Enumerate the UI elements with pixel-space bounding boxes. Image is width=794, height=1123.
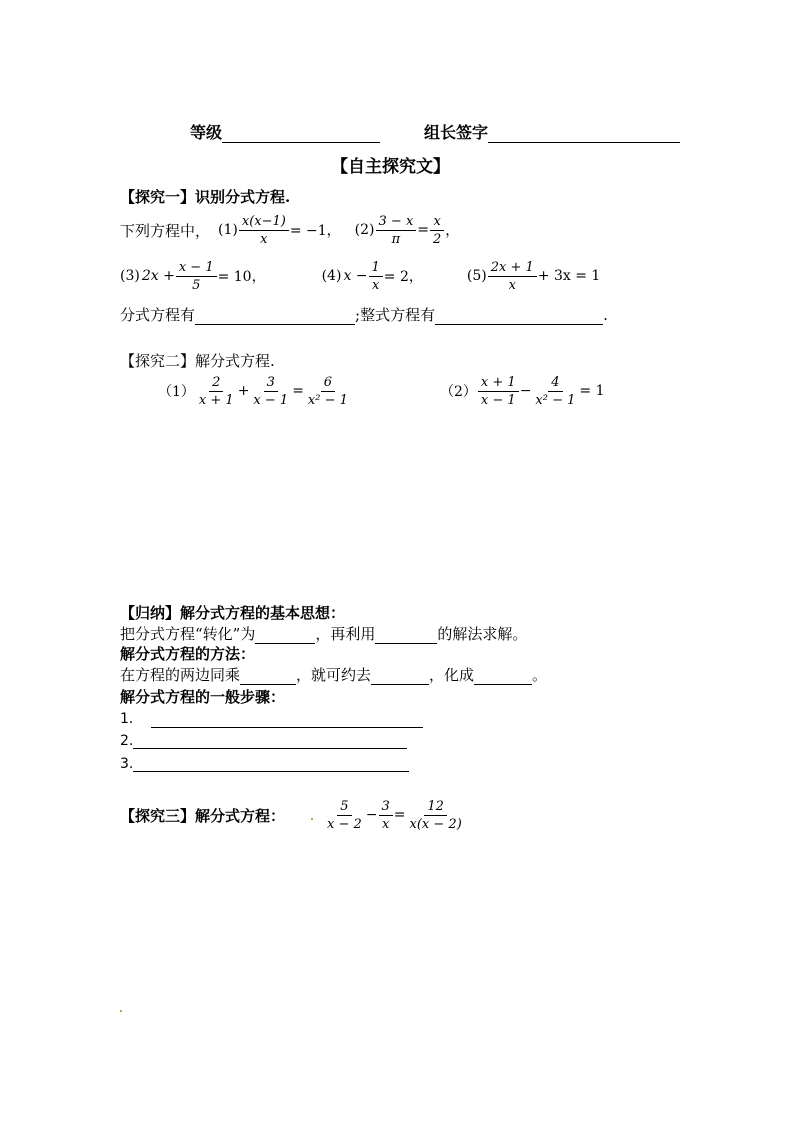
eq1-denominator: x: [260, 231, 268, 247]
leader-signature-field: [424, 120, 680, 143]
explore3-c-den: x(x − 2): [409, 816, 462, 832]
leader-signature-blank[interactable]: [488, 124, 680, 143]
explore2-heading-text: 【探究二】解分式方程.: [120, 352, 275, 370]
step-2: [120, 731, 407, 749]
eq1-rhs: = −1，: [289, 223, 341, 239]
explore1-answer-line: [120, 304, 608, 325]
explore2-eq2-frac-a: [478, 374, 519, 409]
eq3-fraction: [176, 259, 217, 294]
leader-label: 组长签字: [424, 123, 489, 142]
explore2-eq1-frac-b: [250, 374, 291, 409]
explore2-eq1-b-num: 3: [264, 374, 278, 392]
eq3-denominator: 5: [192, 277, 201, 293]
explore2-eq2-a-den: x − 1: [480, 392, 516, 408]
step-1-blank[interactable]: [151, 711, 423, 728]
explore2-eq2-b-den: x² − 1: [535, 392, 576, 408]
fractional-blank[interactable]: [195, 307, 355, 325]
explore2-heading: [120, 350, 275, 371]
step-2-blank[interactable]: [133, 732, 407, 749]
eq5-numerator: 2x + 1: [488, 259, 537, 277]
explore2-eq2: [440, 372, 605, 410]
eq2-numerator2: x: [430, 213, 443, 231]
eq2-fraction-right: [430, 213, 444, 248]
eq3-numerator: x − 1: [176, 259, 217, 277]
summary-blank-multiply[interactable]: [240, 668, 296, 685]
explore2-eq1-b-den: x − 1: [253, 392, 289, 408]
eq3-index: (3): [120, 268, 140, 284]
eq2-equals: =: [417, 222, 430, 238]
explore3-op1: −: [365, 807, 378, 823]
step-3-blank[interactable]: [133, 755, 409, 772]
method-heading: 解分式方程的方法：: [120, 645, 256, 663]
explore2-eq2-b-num: 4: [548, 374, 562, 392]
explore2-eq2-index: （2）: [440, 384, 477, 400]
stray-mark: [120, 1010, 122, 1012]
step-1: [120, 708, 423, 728]
eq5-fraction: [488, 259, 537, 294]
explore3-frac-a: [324, 798, 365, 833]
explore2-eq1-frac-a: [196, 374, 237, 409]
eq2-numerator: 3 − x: [376, 213, 417, 231]
grade-label: 等级: [190, 123, 223, 142]
eq4-denominator: x: [371, 277, 380, 293]
grade-field: [190, 120, 380, 143]
eq4-numerator: 1: [369, 259, 383, 277]
summary-blank-transform[interactable]: [255, 627, 315, 644]
explore1-intro: 下列方程中，: [120, 221, 211, 240]
eq2-denominator2: 2: [433, 231, 442, 247]
eq1-fraction: [239, 213, 289, 248]
step-3-label: 3.: [120, 756, 134, 772]
explore2-eq1-c-den: x² − 1: [307, 392, 348, 408]
eq4-rhs: = 2，: [383, 269, 423, 285]
eq2-fraction-left: [376, 213, 417, 248]
eq2-rhs: ，: [445, 223, 460, 239]
fractional-label: 分式方程有: [120, 306, 196, 324]
summary-line1-text-a: 把分式方程“转化”为: [120, 625, 256, 643]
integral-label: 整式方程有: [360, 306, 436, 324]
eq3-rhs: = 10，: [217, 269, 266, 285]
eq3-prefix: 2x +: [141, 268, 175, 284]
explore3-heading: 【探究三】解分式方程：: [120, 806, 286, 825]
explore3-a-num: 5: [337, 798, 351, 816]
explore2-eq1-a-den: x + 1: [198, 392, 234, 408]
explore1-row1: [120, 212, 459, 248]
explore2-eq1-op2: =: [292, 383, 304, 399]
summary-line2: [120, 664, 547, 685]
explore3-frac-b: [379, 798, 393, 833]
explore1-row2: [120, 258, 600, 294]
summary-line2-text-a: 在方程的两边同乘: [120, 666, 241, 684]
explore2-eq1-index: （1）: [158, 384, 195, 400]
summary-blank-method[interactable]: [375, 627, 437, 644]
explore3-b-den: x: [381, 816, 390, 832]
explore3-op2: =: [393, 807, 406, 823]
page-title: 【自主探究文】: [331, 157, 450, 177]
eq5-index: (5): [466, 268, 487, 284]
explore3-a-den: x − 2: [327, 816, 362, 832]
explore2-eq1-frac-c: [305, 374, 351, 409]
integral-blank[interactable]: [435, 307, 603, 325]
summary-blank-become[interactable]: [474, 668, 532, 685]
eq2-denominator: π: [391, 231, 401, 247]
summary-blank-cancel[interactable]: [371, 668, 429, 685]
explore3: [120, 795, 466, 835]
summary-line1-text-c: 的解法求解。: [437, 625, 528, 643]
summary-line1: [120, 623, 527, 644]
eq4-fraction: [369, 259, 383, 294]
summary-line2-text-d: 。: [532, 666, 548, 684]
eq4-index: (4): [321, 268, 342, 284]
explore3-frac-c: [407, 798, 465, 833]
explore2-eq1-a-num: 2: [209, 374, 223, 392]
summary-line2-text-c: ，化成: [429, 666, 475, 684]
explore2-eq2-a-num: x + 1: [478, 374, 519, 392]
eq2-index: (2): [354, 222, 375, 238]
summary-line1-text-b: ，再利用: [315, 625, 376, 643]
explore3-b-num: 3: [379, 798, 393, 816]
summary-line2-text-b: ，就可约去: [296, 666, 372, 684]
step-2-label: 2.: [120, 733, 134, 749]
eq1-numerator: x(x−1): [239, 213, 289, 231]
eq5-rhs: + 3x = 1: [537, 268, 601, 284]
explore2-eq2-rhs: = 1: [579, 383, 605, 399]
steps-heading: 解分式方程的一般步骤：: [120, 688, 286, 706]
grade-blank[interactable]: [222, 124, 380, 143]
summary-heading: 【归纳】解分式方程的基本思想：: [120, 604, 346, 622]
answer-end: .: [603, 306, 608, 324]
stray-mark: [311, 818, 313, 820]
explore2-eq1-c-num: 6: [321, 374, 335, 392]
explore2-eq2-op1: −: [519, 383, 532, 399]
explore2-eq1-op1: +: [237, 383, 250, 399]
explore2-eq1: [158, 372, 352, 410]
step-1-label: 1．: [120, 711, 143, 727]
eq1-index: (1): [218, 222, 238, 238]
eq4-prefix: x −: [343, 268, 368, 284]
eq5-denominator: x: [508, 277, 516, 293]
explore3-c-num: 12: [424, 798, 447, 816]
answer-separator: ;: [355, 306, 361, 324]
explore2-eq2-frac-b: [532, 374, 578, 409]
step-3: [120, 754, 409, 772]
explore1-heading: 【探究一】识别分式方程.: [120, 188, 291, 206]
